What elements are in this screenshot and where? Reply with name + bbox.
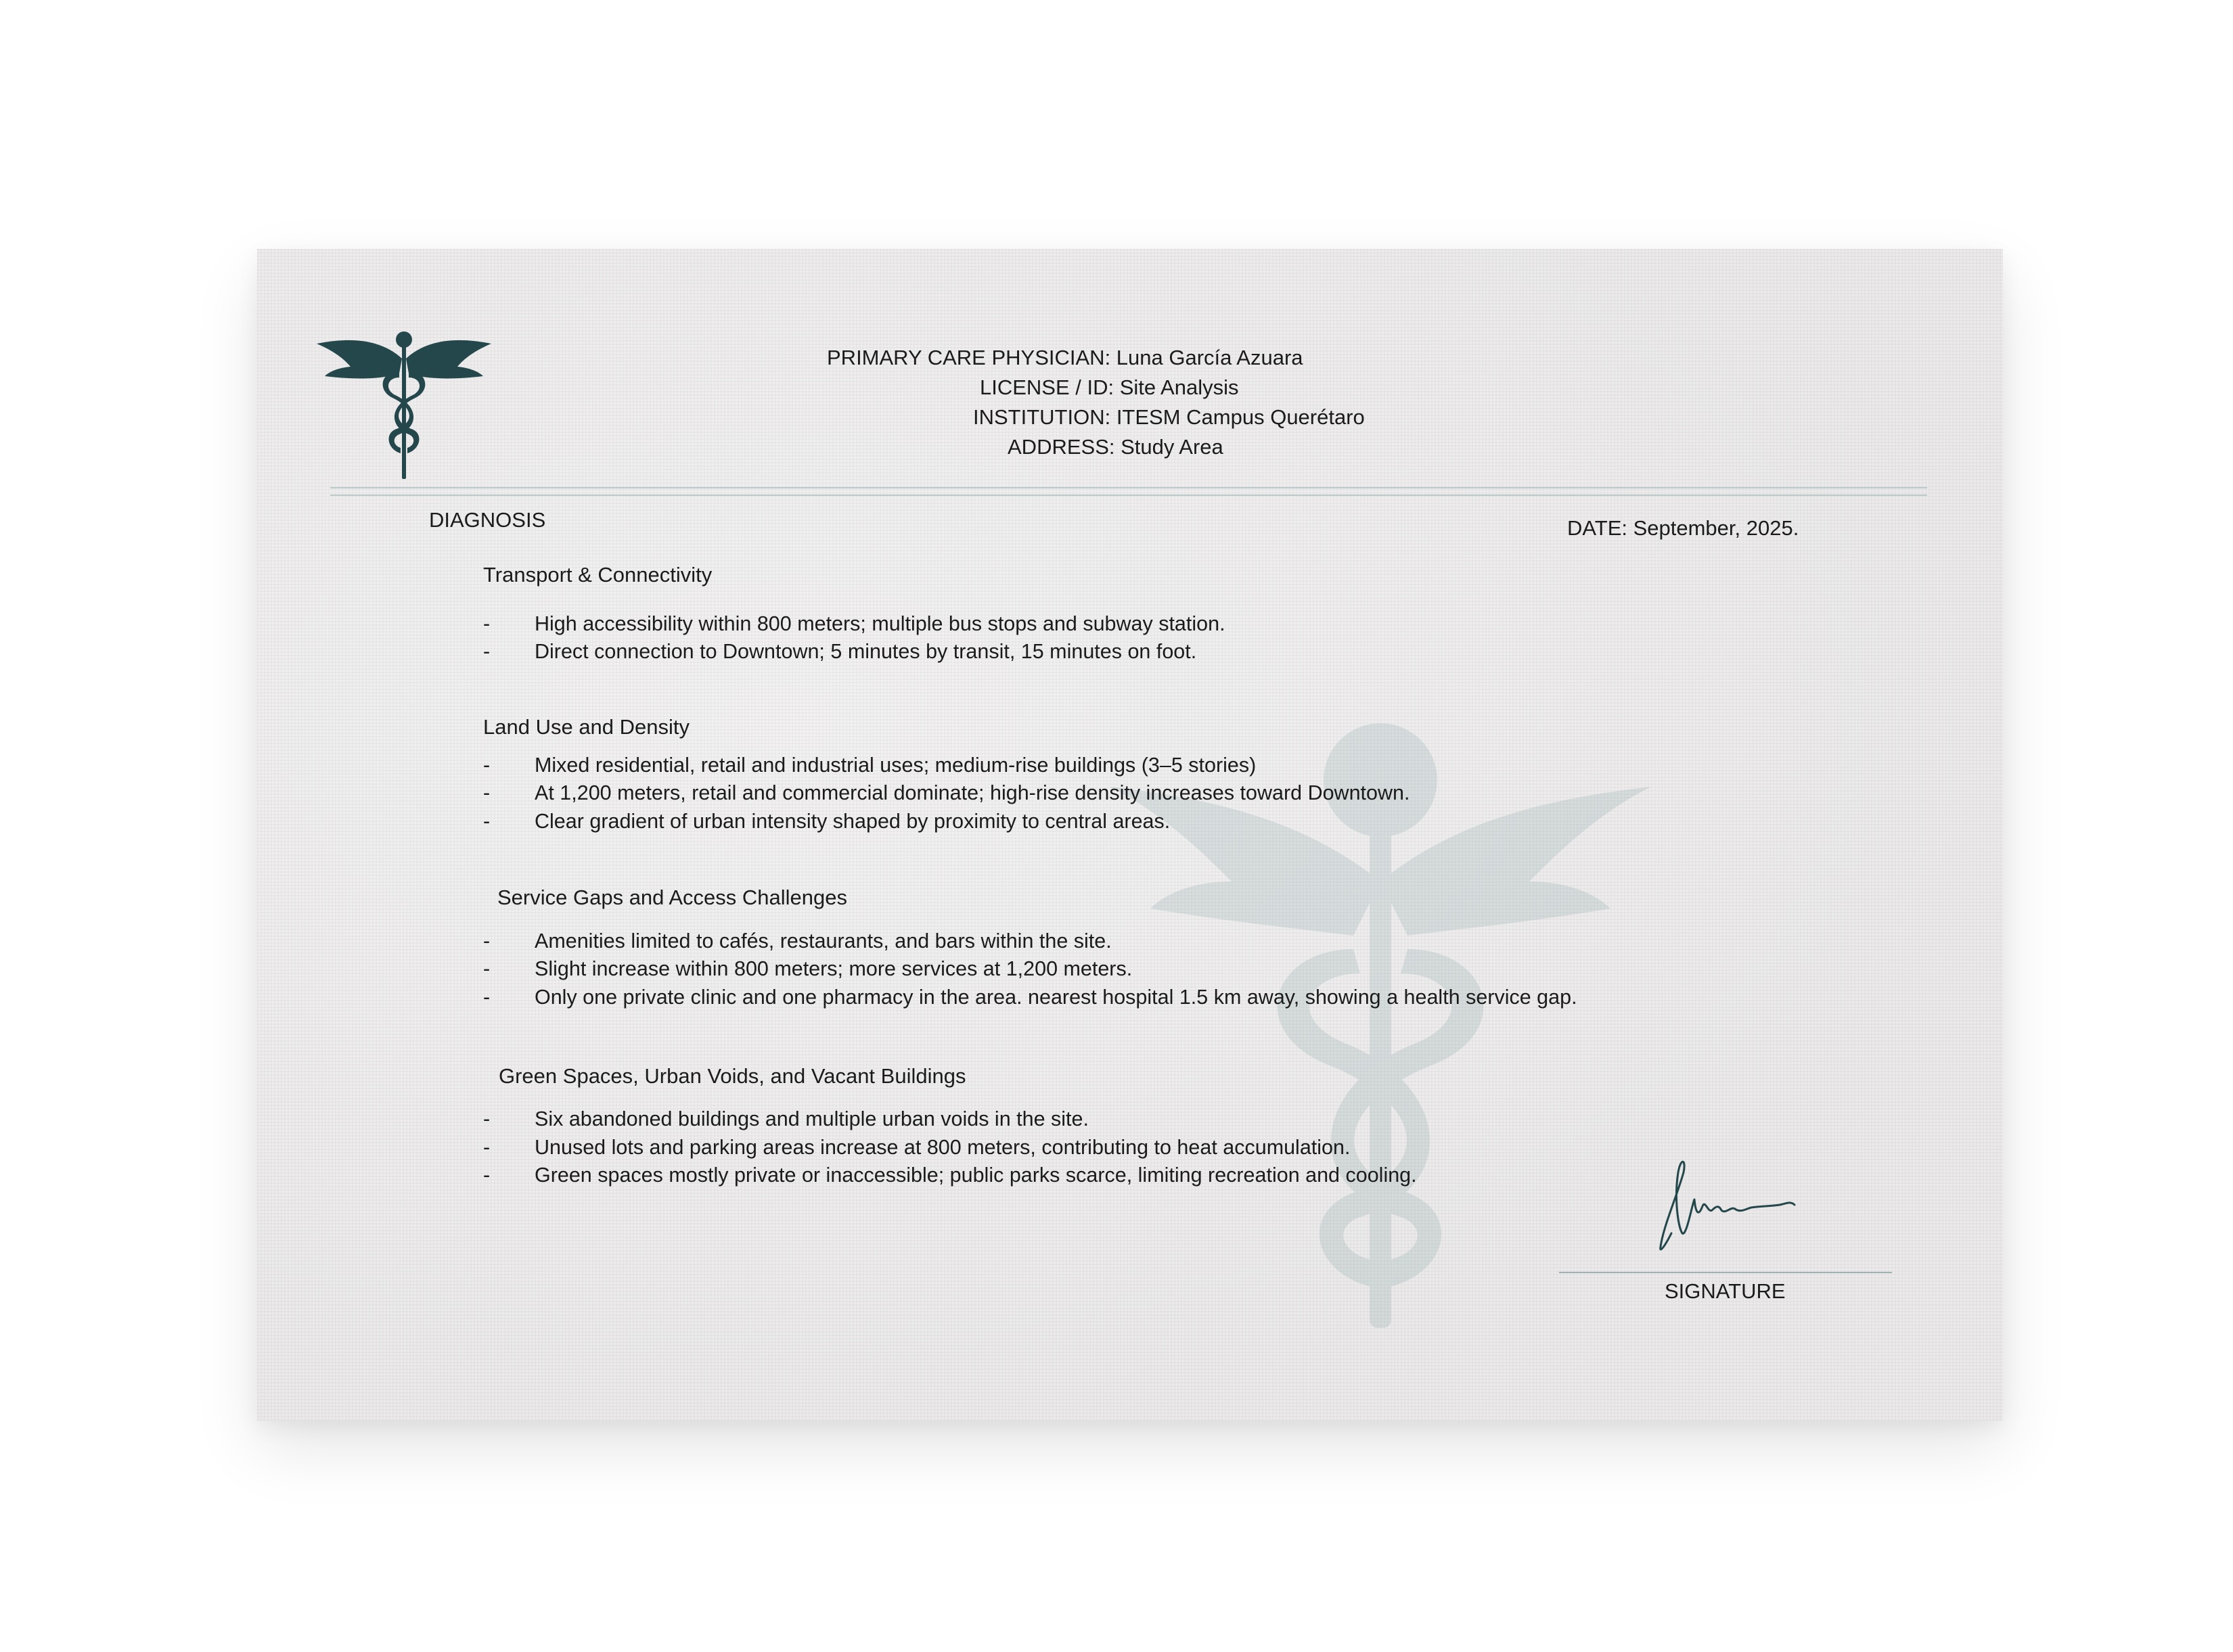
address-line: ADDRESS: Study Area bbox=[1008, 435, 1223, 459]
list-item-text: Six abandoned buildings and multiple urban voids in the site. bbox=[535, 1107, 1089, 1130]
list-item-text: At 1,200 meters, retail and commercial dominate; high-rise density increases toward Downtown. bbox=[535, 781, 1410, 804]
bullet-dash: - bbox=[483, 930, 491, 953]
bullet-dash: - bbox=[483, 957, 491, 980]
section-title-land-use: Land Use and Density bbox=[483, 715, 690, 739]
bullet-dash: - bbox=[483, 986, 491, 1009]
diagnosis-label: DIAGNOSIS bbox=[429, 508, 546, 532]
list-item-text: Only one private clinic and one pharmacy in the area. nearest hospital 1.5 km away, showing a health service gap. bbox=[535, 986, 1577, 1009]
bullet-dash: - bbox=[483, 1164, 491, 1187]
list-item-text: Amenities limited to cafés, restaurants, and bars within the site. bbox=[535, 930, 1112, 953]
header-divider-top bbox=[330, 487, 1927, 488]
bullet-dash: - bbox=[483, 1107, 491, 1130]
section-title-transport: Transport & Connectivity bbox=[483, 563, 713, 587]
list-item-text: Slight increase within 800 meters; more services at 1,200 meters. bbox=[535, 957, 1133, 980]
section-title-service-gaps: Service Gaps and Access Challenges bbox=[497, 886, 847, 909]
list-item-text: Unused lots and parking areas increase at 800 meters, contributing to heat accumulation. bbox=[535, 1136, 1351, 1159]
handwritten-signature bbox=[1651, 1152, 1807, 1260]
bullet-dash: - bbox=[483, 640, 491, 663]
caduceus-logo-icon bbox=[317, 329, 491, 479]
bullet-dash: - bbox=[483, 781, 491, 804]
list-item-text: Green spaces mostly private or inaccessible; public parks scarce, limiting recreation and cooling. bbox=[535, 1164, 1417, 1187]
caduceus-watermark-icon bbox=[1083, 679, 1678, 1341]
signature-label: SIGNATURE bbox=[1665, 1279, 1786, 1303]
institution-line: INSTITUTION: ITESM Campus Querétaro bbox=[973, 405, 1365, 429]
bullet-dash: - bbox=[483, 1136, 491, 1159]
list-item-text: High accessibility within 800 meters; multiple bus stops and subway station. bbox=[535, 612, 1225, 635]
license-line: LICENSE / ID: Site Analysis bbox=[980, 375, 1239, 399]
list-item-text: Clear gradient of urban intensity shaped by proximity to central areas. bbox=[535, 810, 1171, 833]
bullet-dash: - bbox=[483, 612, 491, 635]
prescription-card bbox=[257, 249, 2003, 1421]
bullet-dash: - bbox=[483, 754, 491, 777]
physician-line: PRIMARY CARE PHYSICIAN: Luna García Azuara bbox=[827, 346, 1303, 369]
date-label: DATE: September, 2025. bbox=[1567, 516, 1799, 540]
signature-line bbox=[1559, 1272, 1892, 1273]
bullet-dash: - bbox=[483, 810, 491, 833]
header-divider-bottom bbox=[330, 495, 1927, 496]
list-item-text: Mixed residential, retail and industrial uses; medium-rise buildings (3–5 stories) bbox=[535, 754, 1257, 777]
list-item-text: Direct connection to Downtown; 5 minutes by transit, 15 minutes on foot. bbox=[535, 640, 1197, 663]
section-title-green-spaces: Green Spaces, Urban Voids, and Vacant Buildings bbox=[499, 1064, 966, 1088]
